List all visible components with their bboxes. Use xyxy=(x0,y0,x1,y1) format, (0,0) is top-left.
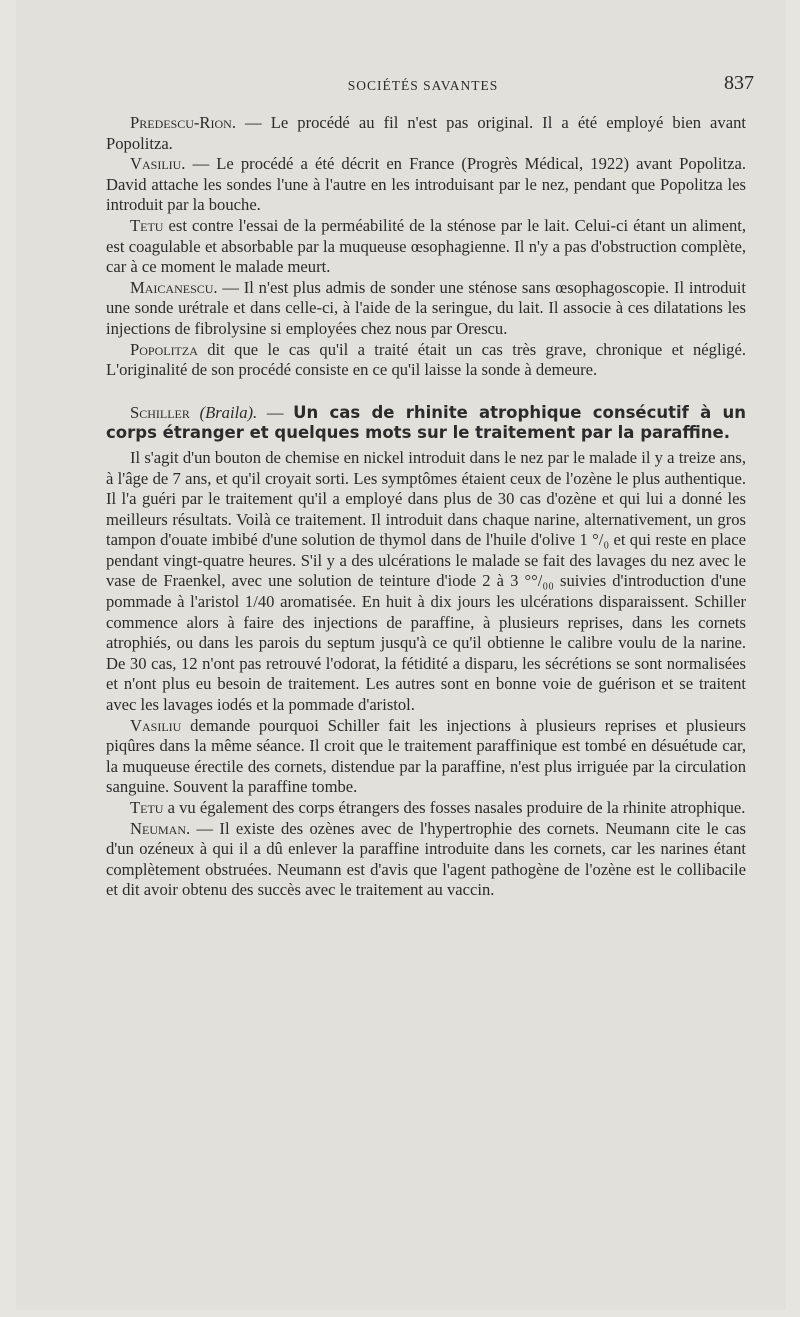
paragraph-schiller-body: Il s'agit d'un bouton de chemise en nickel introduit dans le nez par le malade il y a treize ans, à l'âge de 7 ans, et qu'il croyait sorti. Les symptômes étaient ceux de l'ozène le plus authentique. Il l'a guéri par le traitement qu'il a employé dans plus de 30 cas d'ozène et qui lui a donné les meilleurs résultats. Voilà ce traitement. Il introduit dans chaque narine, alternativement, un gros tampon d'ouate imbibé d'une solution de thymol dans de l'huile d'olive 1 °/₀ et qui reste en place pendant vingt-quatre heures. S'il y a des ulcérations le malade se fait des lavages du nez avec le vase de Fraenkel, avec une solution de teinture d'iode 2 à 3 °°/₀₀ suivies d'introduction d'une pommade à l'aristol 1/40 aromatisée. En huit à dix jours les ulcérations disparaissent. Schiller commence alors à faire des injections de paraffine, à plusieurs reprises, dans les cornets atrophiés, ou dans les parois du septum jusqu'à ce qu'il obtienne le calibre voulu de la narine. De 30 cas, 12 n'ont pas retrouvé l'odorat, la fétidité a disparu, les sécrétions se sont normalisées et n'ont plus eu besoin de traitement. Les autres sont en bonne voie de guérison et se traitent avec les lavages iodés et la pommade d'aristol. xyxy=(106,447,746,715)
speaker-name: Neuman. xyxy=(130,818,191,838)
paragraph-vasiliu-2 xyxy=(106,716,746,798)
speaker-name: Predescu-Rion. xyxy=(130,113,236,132)
paragraph-text: — Il existe des ozènes avec de l'hypertrophie des cornets. Neumann cite le cas d'un ozéneux à qui il a dû enlever la paraffine introduite dans les cornets, car les narines étant complètement obstruées. Neumann est d'avis que l'agent pathogène de l'ozène est le collibacile et dit avoir obtenu des succès avec le traitement au vaccin. xyxy=(106,818,746,900)
author-name: Schiller xyxy=(130,402,190,422)
paragraph-popolitza xyxy=(106,340,746,381)
author-place: (Braila). xyxy=(199,402,258,422)
paragraph-maicanescu xyxy=(106,278,746,340)
speaker-name: Maicanescu. xyxy=(130,277,218,297)
paragraph-vasiliu xyxy=(106,154,746,216)
paragraph-text: — Le procédé au fil n'est pas original. Il a été employé bien avant Popolitza. xyxy=(106,113,746,153)
heading-dash: — xyxy=(257,402,294,422)
speaker-name: Vasiliu. xyxy=(130,154,186,174)
paragraph-neuman xyxy=(106,819,746,901)
paragraph-text: — Il n'est plus admis de sonder une sténose sans œsophagoscopie. Il introduit une sonde urétrale et dans celle-ci, à l'aide de la seringue, du lait. Il associe à ces dilatations les injections de fibrolysine si employées chez nous par Orescu. xyxy=(106,277,746,338)
speaker-name: Popolitza xyxy=(130,339,198,359)
page-content xyxy=(106,113,746,901)
page-header xyxy=(90,70,756,110)
paragraph-predescu-rion xyxy=(106,113,746,154)
page xyxy=(16,0,786,1310)
communication-heading xyxy=(106,403,746,444)
speaker-name: Vasiliu xyxy=(130,715,182,735)
paragraph-tetu xyxy=(106,216,746,278)
paragraph-text: a vu également des corps étrangers des fosses nasales produire de la rhinite atrophique. xyxy=(163,798,746,817)
paragraph-text: est contre l'essai de la perméabilité de la sténose par le lait. Celui-ci étant un aliment, est coagulable et absorbable par la muqueuse œsophagienne. Il n'y a pas d'obstruction complète, car à ce moment le malade meurt. xyxy=(106,215,746,277)
speaker-name: Tetu xyxy=(130,798,164,817)
running-title: SOCIÉTÉS SAVANTES xyxy=(347,78,499,93)
communication-title: Un cas de rhinite atrophique consécutif à un corps étranger et quelques mots sur le traitement par la paraffine. xyxy=(106,402,747,443)
paragraph-text: — Le procédé a été décrit en France (Progrès Médical, 1922) avant Popolitza. David attache les sondes l'une à l'autre en les introduisant par le nez, pendant que Popolitza les introduit par la bouche. xyxy=(106,154,746,215)
speaker-name: Tetu xyxy=(130,215,164,235)
paragraph-text: dit que le cas qu'il a traité était un cas très grave, chronique et négligé. L'originalité de son procédé consiste en ce qu'il laisse la sonde à demeure. xyxy=(106,339,746,380)
paragraph-text: demande pourquoi Schiller fait les injections à plusieurs reprises et plusieurs piqûres dans la même séance. Il croit que le traitement paraffinique est tombé en désuétude car, la muqueuse érectile des cornets, distendue par la paraffine, n'est plus irriguée par la circulation sanguine. Souvent la paraffine tombe. xyxy=(106,715,746,797)
page-number: 837 xyxy=(724,72,754,94)
paragraph-tetu-2 xyxy=(106,798,746,819)
section-spacer xyxy=(106,381,746,403)
